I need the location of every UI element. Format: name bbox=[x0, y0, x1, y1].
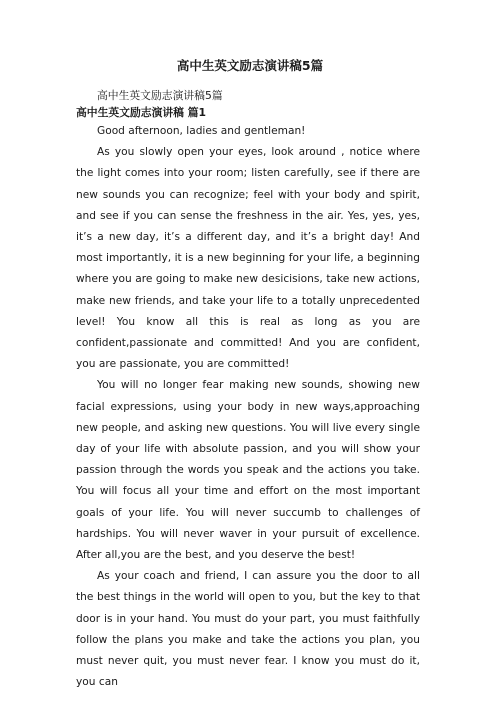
greeting-line: Good afternoon, ladies and gentleman! bbox=[97, 125, 306, 137]
body-paragraph-2: You will no longer fear making new sounds, showing new facial expressions, using your body in new ways,approaching new people, and asking new questions. You will live every single day of your life with absolute passion, and you will show your passion through the words you speak and the actions you take. You will focus all your time and effort on the most important goals of your life. You will never succumb to challenges of hardships. You will never waver in your pursuit of excellence. After all,you are the best, and you deserve the best! bbox=[76, 379, 420, 562]
body-paragraph-3: As your coach and friend, I can assure you the door to all the best things in the world will open to you, but the key to that door is in your hand. You must do your part, you must faithfully follow the plans you make and take the actions you plan, you must never quit, you must never fear. I know you must do it, you can bbox=[76, 570, 420, 689]
body-paragraph-1: As you slowly open your eyes, look around , notice where the light comes into your room; listen carefully, see if there are new sounds you can recognize; feel with your body and spirit, and see if you can sense the freshness in the air. Yes, yes, yes, it’s a new day, it’s a different day, and it’s a bright day! And most importantly, it is a new beginning for your life, a beginning where you are going to make new desicisions, take new actions, make new friends, and take your life to a totally unprecedented level! You know all this is real as long as you are confident,passionate and committed! And you are confident, you are passionate, you are committed! bbox=[76, 146, 420, 371]
document-title: 高中生英文励志演讲稿5篇 bbox=[176, 58, 324, 73]
document-page bbox=[76, 58, 420, 693]
section-heading: 高中生英文励志演讲稿 篇1 bbox=[76, 106, 207, 119]
document-subtitle: 高中生英文励志演讲稿5篇 bbox=[97, 89, 223, 102]
